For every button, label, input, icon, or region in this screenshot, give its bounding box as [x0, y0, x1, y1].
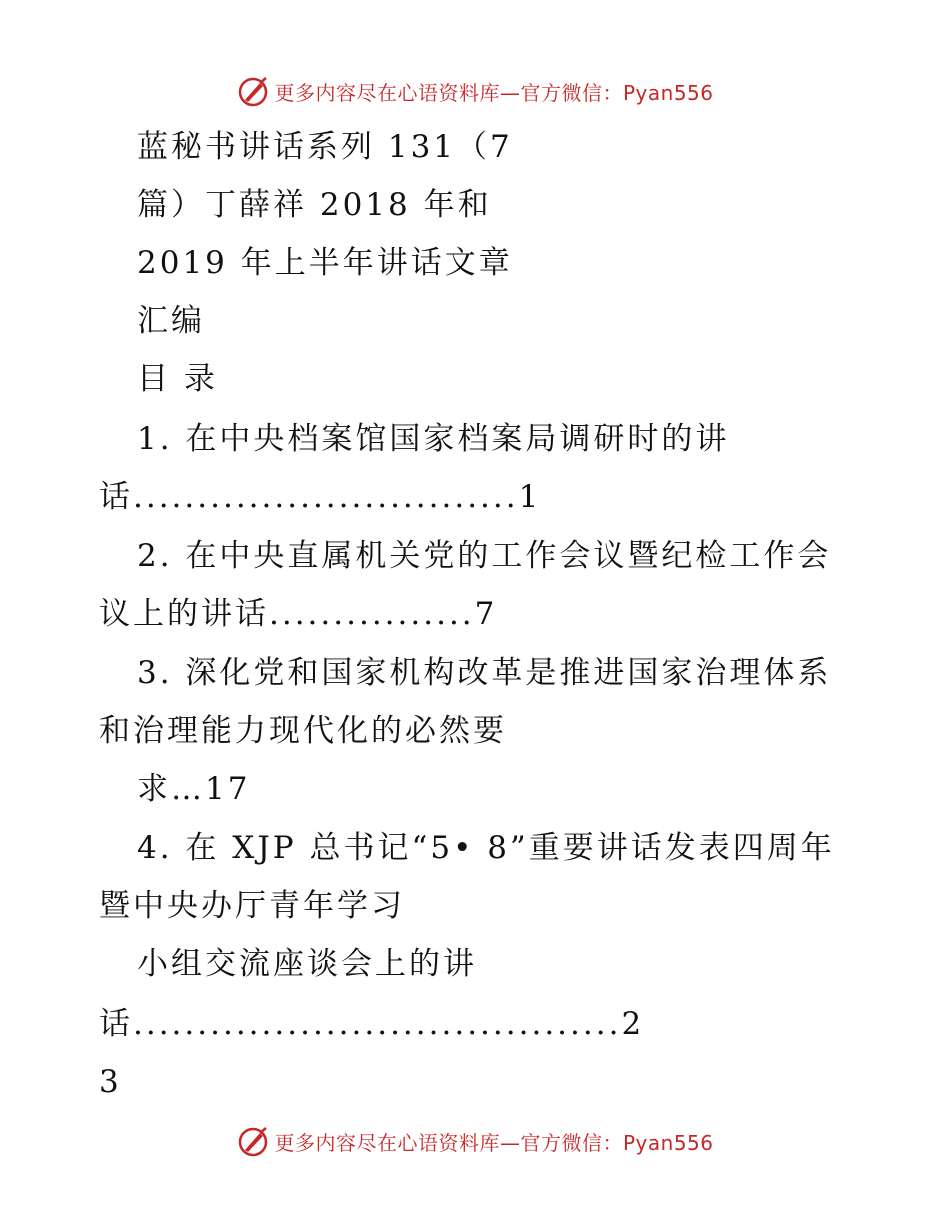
toc-entry-3-line-2: 和治理能力现代化的必然要	[99, 713, 507, 749]
toc-entry-4-line-3: 小组交流座谈会上的讲	[137, 946, 477, 982]
title-line-1: 蓝秘书讲话系列 131（7	[137, 129, 513, 165]
title-line-4: 汇编	[137, 303, 205, 339]
toc-entry-4-line-5: 3	[99, 1064, 122, 1100]
toc-heading: 目 录	[137, 361, 218, 397]
watermark-text: 更多内容尽在心语资料库—官方微信：Pyan556	[274, 1130, 714, 1155]
toc-entry-3-line-3: 求…17	[137, 771, 251, 807]
toc-entry-2-line-2: 议上的讲话................7	[99, 596, 498, 632]
watermark-banner-bottom	[0, 1121, 950, 1161]
title-line-3: 2019 年上半年讲话文章	[137, 245, 513, 281]
toc-entry-1-line-1: 1. 在中央档案馆国家档案局调研时的讲	[137, 421, 730, 457]
watermark-banner-top	[0, 71, 950, 111]
quill-logo-icon	[236, 74, 270, 108]
toc-entry-1-line-2: 话..............................1	[99, 479, 542, 515]
toc-entry-2-line-1: 2. 在中央直属机关党的工作会议暨纪检工作会	[137, 538, 832, 574]
toc-entry-4-line-1: 4. 在 XJP 总书记“5• 8”重要讲话发表四周年	[137, 830, 835, 866]
watermark-text: 更多内容尽在心语资料库—官方微信：Pyan556	[274, 80, 714, 105]
toc-entry-4-line-2: 暨中央办厅青年学习	[99, 888, 405, 924]
title-line-2: 篇）丁薛祥 2018 年和	[137, 187, 492, 223]
toc-entry-4-line-4: 话......................................2	[99, 1006, 645, 1042]
toc-entry-3-line-1: 3. 深化党和国家机构改革是推进国家治理体系	[137, 655, 832, 691]
quill-logo-icon	[236, 1124, 270, 1158]
